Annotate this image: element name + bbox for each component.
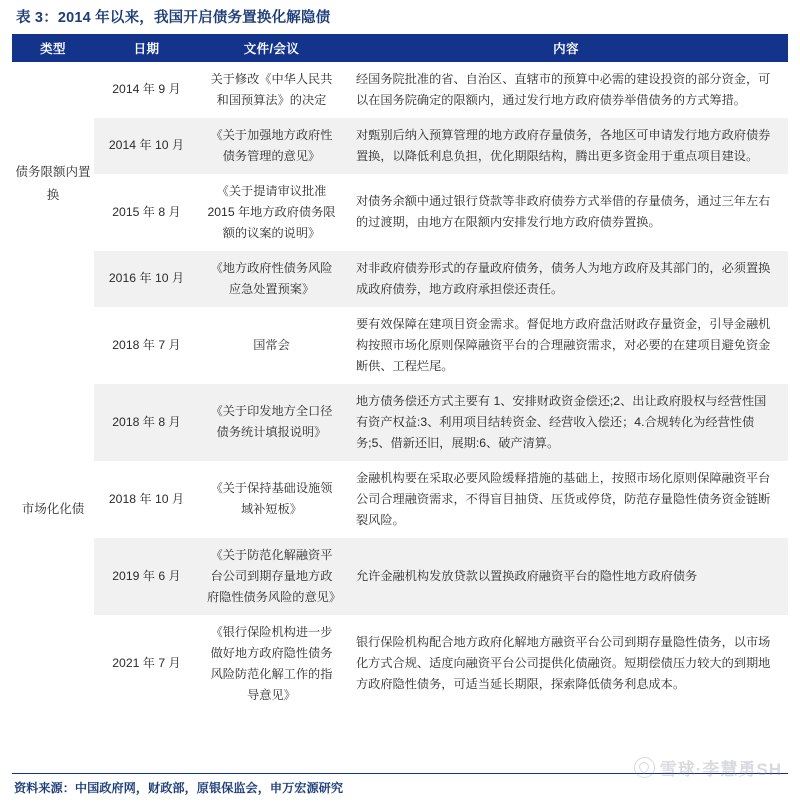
- cell-date: 2018 年 10 月: [94, 461, 199, 538]
- cell-document: 《关于保持基础设施领域补短板》: [199, 461, 344, 538]
- cell-document: 《关于提请审议批准 2015 年地方政府债务限额的议案的说明》: [199, 174, 344, 251]
- watermark-text: 雪球·李慧勇SH: [659, 760, 782, 779]
- cell-document: 《关于防范化解融资平台公司到期存量地方政府隐性债务风险的意见》: [199, 538, 344, 615]
- group-label-debt-limit-swap: 债务限额内置换: [12, 62, 94, 307]
- column-header-document: 文件/会议: [199, 34, 344, 62]
- table-row: [12, 62, 788, 118]
- cell-date: 2014 年 10 月: [94, 118, 199, 174]
- header-row: [12, 34, 788, 62]
- cell-date: 2018 年 8 月: [94, 384, 199, 461]
- table-header: [12, 34, 788, 62]
- table-row: [12, 118, 788, 174]
- cell-content: 银行保险机构配合地方政府化解地方融资平台公司到期存量隐性债务，以市场化方式合规、适度向融资平台公司提供化债融资。短期偿债压力较大的到期地方政府隐性债务，可适当延长期限，探索降低债务利息成本。: [344, 615, 788, 713]
- table-row: [12, 174, 788, 251]
- cell-document: 《地方政府性债务风险应急处置预案》: [199, 251, 344, 307]
- cell-content: 金融机构要在采取必要风险缓释措施的基础上，按照市场化原则保障融资平台公司合理融资需求，不得盲目抽贷、压货或停贷，防范存量隐性债务资金链断裂风险。: [344, 461, 788, 538]
- column-header-content: 内容: [344, 34, 788, 62]
- page-title: 表 3：2014 年以来，我国开启债务置换化解隐债: [16, 10, 331, 26]
- footer-divider: [12, 773, 788, 774]
- table-row: [12, 251, 788, 307]
- cell-document: 关于修改《中华人民共和国预算法》的决定: [199, 62, 344, 118]
- cell-date: 2015 年 8 月: [94, 174, 199, 251]
- group-label-market-based-resolution: 市场化化债: [12, 307, 94, 713]
- table-row: [12, 384, 788, 461]
- table-body: [12, 62, 788, 713]
- cell-content: 对非政府债券形式的存量政府债务，债务人为地方政府及其部门的，必须置换成政府债券，地方政府承担偿还责任。: [344, 251, 788, 307]
- cell-content: 经国务院批准的省、自治区、直辖市的预算中必需的建设投资的部分资金，可以在国务院确定的限额内，通过发行地方政府债券举借债务的方式筹措。: [344, 62, 788, 118]
- policy-table: [12, 34, 788, 713]
- cell-date: 2021 年 7 月: [94, 615, 199, 713]
- cell-date: 2019 年 6 月: [94, 538, 199, 615]
- source-note: 资料来源：中国政府网，财政部，原银保监会，申万宏源研究: [14, 781, 344, 795]
- cell-content: 地方债务偿还方式主要有 1、安排财政资金偿还;2、出让政府股权与经营性国有资产权益:3、利用项目结转资金、经营收入偿还；4.合规转化为经营性债务;5、借新还旧，展期:6、破产清算。: [344, 384, 788, 461]
- cell-date: 2018 年 7 月: [94, 307, 199, 384]
- cell-content: 对甄别后纳入预算管理的地方政府存量债务，各地区可申请发行地方政府债券置换，以降低利息负担，优化期限结构，腾出更多资金用于重点项目建设。: [344, 118, 788, 174]
- table-row: [12, 307, 788, 384]
- cell-document: 《银行保险机构进一步做好地方政府隐性债务风险防范化解工作的指导意见》: [199, 615, 344, 713]
- cell-content: 允许金融机构发放贷款以置换政府融资平台的隐性地方政府债务: [344, 538, 788, 615]
- table-row: [12, 461, 788, 538]
- cell-date: 2014 年 9 月: [94, 62, 199, 118]
- footer: [12, 773, 788, 796]
- column-header-type: 类型: [12, 34, 94, 62]
- table-row: [12, 538, 788, 615]
- cell-document: 《关于加强地方政府性债务管理的意见》: [199, 118, 344, 174]
- cell-content: 要有效保障在建项目资金需求。督促地方政府盘活财政存量资金，引导金融机构按照市场化原则保障融资平台的合理融资需求，对必要的在建项目避免资金断供、工程烂尾。: [344, 307, 788, 384]
- column-header-date: 日期: [94, 34, 199, 62]
- cell-content: 对债务余额中通过银行贷款等非政府债券方式举借的存量债务，通过三年左右的过渡期，由地方在限额内安排发行地方政府债券置换。: [344, 174, 788, 251]
- cell-document: 国常会: [199, 307, 344, 384]
- cell-document: 《关于印发地方全口径债务统计填报说明》: [199, 384, 344, 461]
- cell-date: 2016 年 10 月: [94, 251, 199, 307]
- table-row: [12, 615, 788, 713]
